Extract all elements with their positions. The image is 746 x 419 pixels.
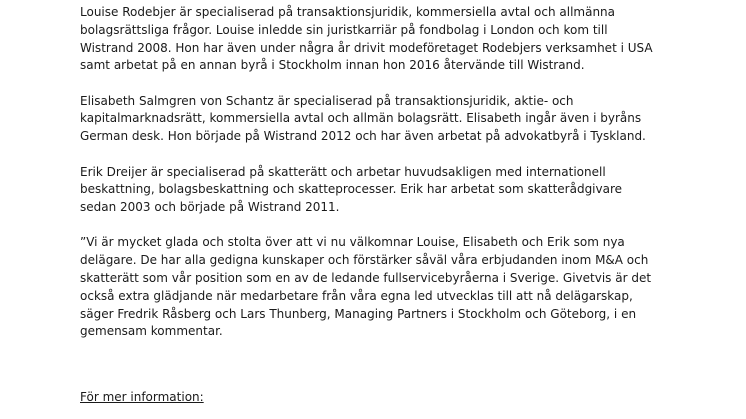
- text-line: beskattning, bolagsbeskattning och skatteprocesser. Erik har arbetat som skatterådgivare: [80, 182, 623, 197]
- text-line: samt arbetat på en annan byrå i Stockholm innan hon 2016 återvände till Wistrand.: [80, 58, 585, 73]
- paragraph-quote: [80, 234, 720, 341]
- more-information-heading: För mer information:: [80, 389, 204, 404]
- text-line: sedan 2003 och började på Wistrand 2011.: [80, 200, 340, 215]
- text-line: Wistrand 2008. Hon har även under några år drivit modeföretaget Rodebjers verksamhet i USA: [80, 40, 653, 55]
- text-line: Louise Rodebjer är specialiserad på transaktionsjuridik, kommersiella avtal och allmänna: [80, 5, 616, 19]
- text-line: German desk. Hon började på Wistrand 2012 och har även arbetat på advokatbyrå i Tyskland.: [80, 129, 646, 144]
- text-line: Elisabeth Salmgren von Schantz är specialiserad på transaktionsjuridik, aktie- och: [80, 93, 574, 108]
- text-line: ”Vi är mycket glada och stolta över att vi nu välkomnar Louise, Elisabeth och Erik som nya: [80, 235, 625, 250]
- text-line: Erik Dreijer är specialiserad på skatterätt och arbetar huvudsakligen med internationell: [80, 164, 606, 179]
- press-release-body: [80, 4, 720, 406]
- paragraph-erik-dreijer: [80, 164, 720, 217]
- text-line: skatterätt som vår position som en av de ledande fullservicebyråerna i Sverige. Givetvis är det: [80, 271, 652, 286]
- text-line: gemensam kommentar.: [80, 324, 223, 339]
- paragraph-elisabeth-salmgren: [80, 93, 720, 146]
- paragraph-louise-rodebjer: [80, 4, 720, 75]
- spacer: [80, 359, 720, 389]
- text-line: bolagsrättsliga frågor. Louise inledde sin juristkarriär på fondbolag i London och kom till: [80, 22, 608, 37]
- text-line: säger Fredrik Råsberg och Lars Thunberg, Managing Partners i Stockholm och Göteborg, i en: [80, 306, 637, 321]
- text-line: kapitalmarknadsrätt, kommersiella avtal och allmän bolagsrätt. Elisabeth ingår även i byråns: [80, 111, 642, 126]
- text-line: också extra glädjande när medarbetare från våra egna led utvecklas till att nå delägarskap,: [80, 288, 633, 303]
- text-line: delägare. De har alla gedigna kunskaper och förstärker såväl våra erbjudanden inom M&A och: [80, 253, 649, 268]
